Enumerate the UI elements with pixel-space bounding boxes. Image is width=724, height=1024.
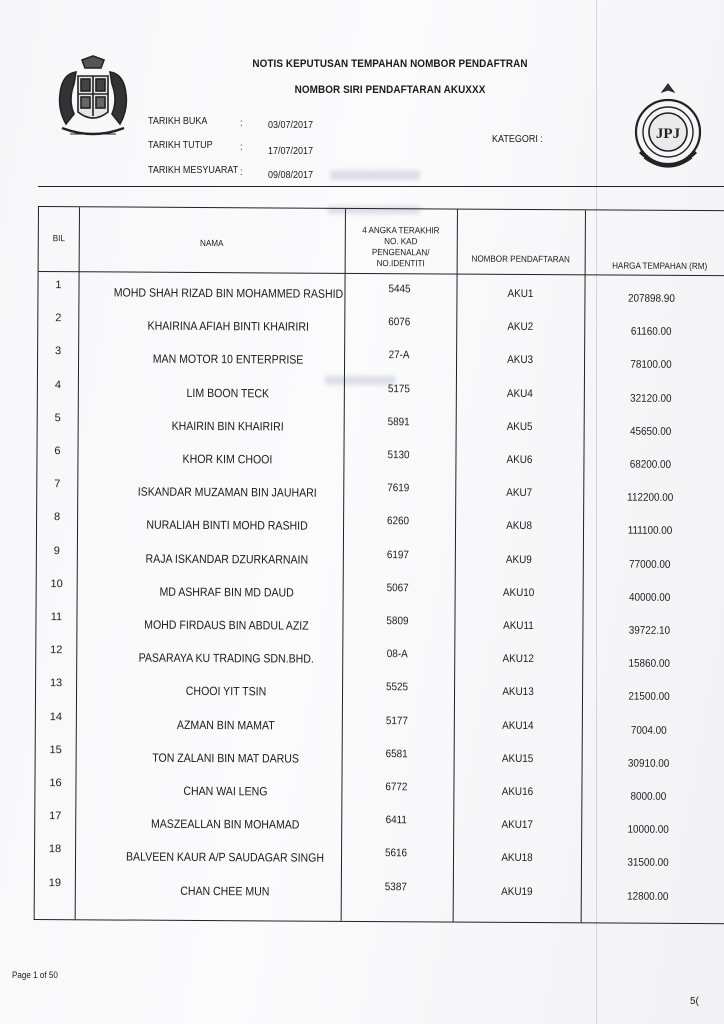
kategori-label: KATEGORI : (492, 134, 543, 145)
row-bil: 1 (55, 279, 62, 292)
row-nombor: AKU10 (502, 586, 535, 599)
row-nombor: AKU8 (506, 520, 533, 533)
table-row (38, 412, 724, 449)
table-row (36, 611, 724, 648)
row-id: 6411 (385, 814, 407, 827)
row-id: 6581 (385, 747, 408, 761)
row-nombor: AKU5 (506, 420, 533, 433)
page-indicator: Page 1 of 50 (12, 970, 58, 980)
row-harga: 30910.00 (627, 757, 670, 770)
row-bil: 11 (50, 611, 63, 624)
row-id: 08-A (386, 648, 408, 661)
row-nama: MASZEALLAN BIN MOHAMAD (150, 816, 300, 832)
table-row (38, 312, 724, 349)
row-id: 5067 (386, 581, 409, 595)
row-harga: 45650.00 (629, 425, 672, 438)
row-nama: RAJA ISKANDAR DZURKARNAIN (145, 551, 309, 567)
table-row (38, 379, 724, 416)
row-harga: 61160.00 (630, 325, 672, 339)
tarikh-mesyuarat-value: 09/08/2017 (268, 170, 314, 181)
tarikh-buka-value: 03/07/2017 (268, 120, 314, 131)
row-id: 6076 (388, 316, 411, 329)
tarikh-buka-label: TARIKH BUKA (148, 116, 208, 127)
row-harga: 68200.00 (629, 458, 672, 471)
header-harga: HARGA TEMPAHAN (RM) (612, 260, 708, 272)
row-bil: 4 (54, 378, 62, 391)
row-nombor: AKU19 (501, 885, 533, 898)
table-row (37, 478, 724, 515)
row-nama: ISKANDAR MUZAMAN BIN JAUHARI (137, 484, 317, 500)
row-nombor: AKU17 (501, 819, 533, 832)
row-id: 6197 (386, 548, 409, 561)
header-divider (38, 186, 724, 187)
row-nombor: AKU9 (505, 553, 532, 566)
row-harga: 112200.00 (627, 491, 674, 505)
row-bil: 8 (53, 511, 61, 524)
row-id: 6260 (387, 515, 410, 528)
row-id: 5525 (386, 681, 409, 694)
row-nama: MOHD SHAH RIZAD BIN MOHAMMED RASHID (113, 285, 344, 301)
row-nama: NURALIAH BINTI MOHD RASHID (146, 518, 308, 534)
table-row (36, 744, 724, 781)
jpj-logo-text: JPJ (655, 126, 681, 142)
row-nombor: AKU18 (501, 852, 533, 865)
row-nombor: AKU15 (501, 752, 534, 765)
row-harga: 31500.00 (627, 857, 669, 870)
row-nama: TON ZALANI BIN MAT DARUS (152, 750, 300, 766)
row-nombor: AKU3 (507, 354, 534, 367)
row-harga: 32120.00 (630, 392, 672, 405)
table-row (37, 445, 724, 482)
row-nama: CHAN CHEE MUN (180, 883, 270, 899)
table-row (37, 545, 724, 582)
row-nama: KHOR KIM CHOOI (182, 451, 273, 467)
row-nombor: AKU16 (501, 785, 534, 799)
tarikh-buka-colon: : (240, 118, 243, 129)
row-bil: 3 (55, 345, 62, 358)
row-bil: 17 (49, 810, 62, 823)
header-nama: NAMA (200, 237, 224, 249)
row-nombor: AKU7 (506, 487, 533, 500)
document-title: NOTIS KEPUTUSAN TEMPAHAN NOMBOR PENDAFTRAN (252, 58, 528, 70)
table-row (36, 677, 724, 714)
row-harga: 7004.00 (630, 724, 667, 737)
tarikh-tutup-value: 17/07/2017 (268, 146, 314, 157)
table-row (35, 877, 724, 914)
header-bil: BIL (52, 233, 65, 244)
row-nama: CHAN WAI LENG (183, 783, 268, 799)
table-row (35, 810, 724, 847)
table-row (37, 578, 724, 615)
row-nombor: AKU14 (502, 719, 534, 732)
row-nama: MAN MOTOR 10 ENTERPRISE (152, 352, 304, 368)
row-id: 5387 (384, 880, 407, 893)
row-nama: LIM BOON TECK (186, 385, 270, 401)
tarikh-mesyuarat-label: TARIKH MESYUARAT (148, 165, 239, 176)
row-harga: 10000.00 (627, 823, 669, 837)
row-id: 5891 (387, 415, 410, 429)
row-nombor: AKU1 (507, 287, 534, 301)
row-bil: 9 (53, 544, 60, 557)
row-bil: 5 (54, 411, 61, 424)
corner-page-number: 5( (690, 996, 699, 1007)
row-harga: 12800.00 (627, 890, 669, 903)
row-bil: 10 (50, 577, 63, 590)
row-bil: 2 (55, 312, 62, 325)
row-nombor: AKU2 (507, 321, 534, 334)
jpj-logo-icon (632, 82, 704, 182)
row-bil: 14 (49, 710, 63, 723)
table-row (38, 345, 724, 382)
row-harga: 78100.00 (630, 359, 672, 372)
row-nama: BALVEEN KAUR A/P SAUDAGAR SINGH (125, 849, 325, 866)
table-row (36, 644, 724, 681)
header-nombor: NOMBOR PENDAFTARAN (471, 253, 570, 265)
row-nama: MD ASHRAF BIN MD DAUD (159, 584, 294, 600)
row-nama: CHOOI YIT TSIN (185, 684, 267, 699)
document-subtitle: NOMBOR SIRI PENDAFTARAN AKUXXX (294, 84, 486, 96)
row-nama: MOHD FIRDAUS BIN ABDUL AZIZ (144, 617, 309, 633)
row-bil: 12 (50, 644, 63, 657)
row-id: 5177 (385, 714, 408, 727)
row-nombor: AKU11 (503, 619, 534, 633)
table-row (37, 511, 724, 548)
row-bil: 6 (54, 445, 61, 458)
row-id: 5809 (386, 615, 409, 628)
table-row (35, 777, 724, 814)
table-row (36, 711, 724, 748)
row-nombor: AKU6 (506, 453, 533, 467)
redaction-mark (330, 170, 420, 180)
malaysia-coat-of-arms-icon (52, 54, 134, 146)
row-bil: 16 (49, 777, 62, 790)
header-id: 4 ANGKA TERAKHIR NO. KAD PENGENALAN/ NO.IDENTITI (362, 224, 440, 269)
tarikh-tutup-colon: : (240, 142, 243, 153)
table-row (35, 843, 724, 880)
table-row (38, 279, 724, 316)
row-harga: 39722.10 (628, 624, 671, 637)
row-harga: 21500.00 (628, 691, 670, 704)
row-nama: KHAIRIN BIN KHAIRIRI (171, 418, 284, 434)
row-nombor: AKU12 (502, 653, 534, 666)
row-id: 5130 (387, 449, 410, 462)
row-harga: 8000.00 (630, 790, 667, 803)
row-harga: 15860.00 (628, 657, 670, 671)
row-nombor: AKU4 (506, 387, 533, 400)
row-id: 5175 (387, 382, 410, 395)
row-bil: 18 (48, 843, 62, 856)
row-bil: 13 (49, 677, 63, 690)
row-harga: 111100.00 (627, 524, 673, 538)
tarikh-mesyuarat-colon: : (240, 167, 243, 178)
results-table (34, 206, 724, 924)
row-bil: 19 (48, 876, 62, 889)
row-id: 5616 (384, 847, 408, 860)
row-nama: KHAIRINA AFIAH BINTI KHAIRIRI (147, 318, 309, 334)
row-id: 6772 (385, 781, 408, 794)
row-harga: 40000.00 (628, 591, 671, 604)
row-harga: 207898.90 (628, 292, 675, 305)
row-bil: 7 (54, 478, 61, 491)
row-id: 27-A (388, 349, 410, 362)
row-nombor: AKU13 (502, 686, 534, 699)
row-bil: 15 (49, 743, 62, 756)
row-id: 7619 (387, 482, 410, 495)
row-id: 5445 (388, 283, 411, 296)
row-nama: AZMAN BIN MAMAT (176, 717, 275, 733)
row-harga: 77000.00 (629, 558, 671, 571)
row-nama: PASARAYA KU TRADING SDN.BHD. (138, 650, 314, 666)
tarikh-tutup-label: TARIKH TUTUP (148, 140, 213, 151)
